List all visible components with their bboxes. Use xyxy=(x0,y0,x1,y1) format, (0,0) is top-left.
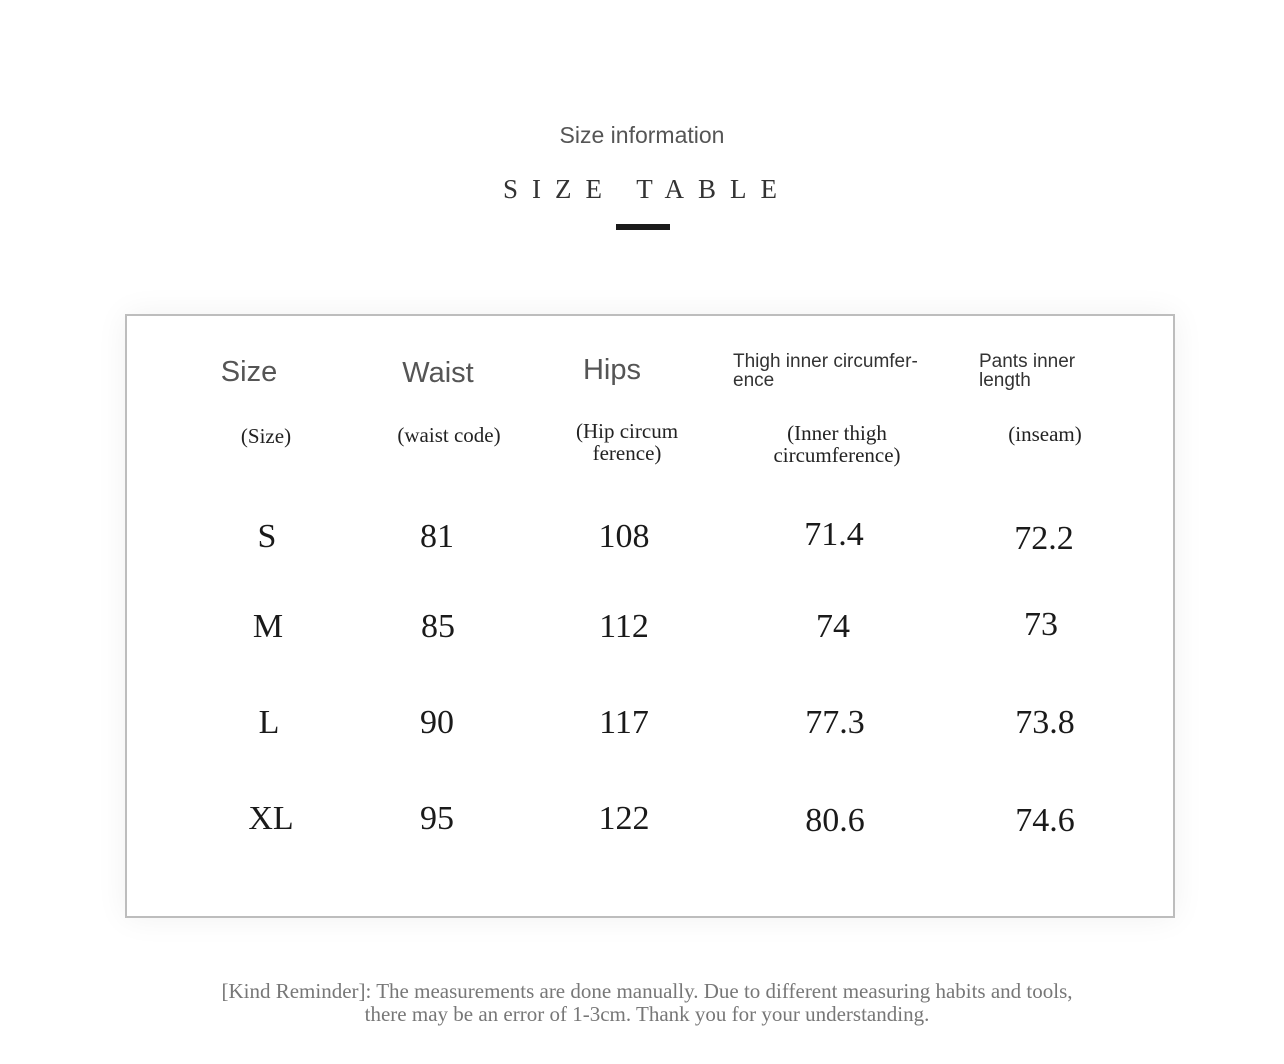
subheader-thigh xyxy=(773,422,900,466)
header-inseam-line1: Pants inner xyxy=(979,351,1076,372)
page-subtitle: SIZE TABLE xyxy=(502,174,792,204)
table-cell: 117 xyxy=(599,704,649,741)
header-inseam xyxy=(979,352,1075,390)
table-cell: 73 xyxy=(1024,606,1058,643)
subheader-waist: (waist code) xyxy=(397,423,501,447)
subheader-hips xyxy=(576,420,678,464)
subheader-hips-line1: (Hip circum xyxy=(575,419,679,443)
table-cell: 112 xyxy=(599,608,649,645)
table-cell: 85 xyxy=(421,608,455,645)
table-cell: 72.2 xyxy=(1014,520,1074,557)
header-hips: Hips xyxy=(582,354,642,386)
subheader-thigh-line1: (Inner thigh xyxy=(787,421,887,445)
table-cell: 81 xyxy=(420,518,454,555)
table-cell: 108 xyxy=(598,518,650,555)
subheader-hips-line2: ference) xyxy=(592,441,662,465)
header-waist: Waist xyxy=(402,357,474,389)
reminder-line-1: [Kind Reminder]: The measurements are done manually. Due to different measuring habits and tools, xyxy=(221,979,1073,1003)
header-thigh-line2: ence xyxy=(733,370,775,391)
table-cell: 122 xyxy=(598,800,650,837)
table-cell: XL xyxy=(248,800,294,837)
kind-reminder xyxy=(0,980,1284,1026)
table-cell: 74 xyxy=(816,608,850,645)
table-cell: 90 xyxy=(420,704,454,741)
subheader-size: (Size) xyxy=(240,424,292,448)
table-cell: 80.6 xyxy=(805,802,865,839)
table-cell: L xyxy=(258,704,280,741)
header-thigh-line1: Thigh inner circumfer- xyxy=(733,351,918,372)
table-cell: 73.8 xyxy=(1015,704,1075,741)
table-cell: 95 xyxy=(420,800,454,837)
reminder-line-2: there may be an error of 1-3cm. Thank you for your understanding. xyxy=(364,1002,930,1026)
table-cell: S xyxy=(257,518,277,555)
table-cell: 71.4 xyxy=(804,516,864,553)
size-table xyxy=(125,314,1175,918)
subheader-inseam: (inseam) xyxy=(1008,422,1082,446)
table-cell: 77.3 xyxy=(805,704,865,741)
table-cell: 74.6 xyxy=(1015,802,1075,839)
table-cell: M xyxy=(252,608,284,645)
page-title: Size information xyxy=(559,122,725,148)
subheader-thigh-line2: circumference) xyxy=(773,443,901,467)
header-thigh xyxy=(733,352,918,390)
title-underline xyxy=(616,224,670,230)
header-inseam-line2: length xyxy=(979,370,1031,391)
header-size: Size xyxy=(220,356,278,388)
